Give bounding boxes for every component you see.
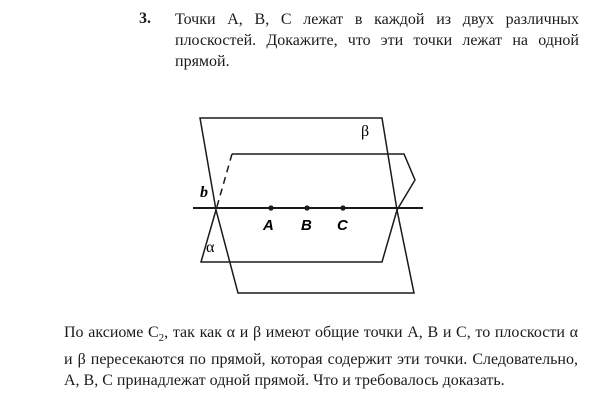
point-a xyxy=(268,205,273,210)
label-b-point: B xyxy=(301,217,312,234)
label-alpha: α xyxy=(206,239,215,256)
plane-alpha-hidden-edge xyxy=(216,154,232,210)
solution-part1: По аксиоме С xyxy=(64,324,159,341)
point-b xyxy=(304,205,309,210)
label-b: b xyxy=(200,184,208,201)
problem-statement: Точки А, В, С лежат в каждой из двух различных плоскостей. Докажите, что эти точки лежат на одной прямой. xyxy=(175,11,579,70)
solution-text xyxy=(64,322,578,391)
plane-alpha-top xyxy=(232,154,415,210)
plane-alpha-bottom xyxy=(201,210,397,262)
label-a: A xyxy=(263,217,274,234)
label-beta: β xyxy=(361,123,370,140)
point-c xyxy=(340,205,345,210)
problem-number: 3. xyxy=(139,10,151,27)
label-c: C xyxy=(337,217,348,234)
solution-subscript: 2 xyxy=(158,332,165,345)
solution-part2: , так как α и β имеют общие точки А, В и С, то плоскости α и β пересекаются по прямой, которая содержит эти точки. Следовательно, А, В, С принадлежат одной прямой. Что и требовалось доказать. xyxy=(64,324,578,390)
